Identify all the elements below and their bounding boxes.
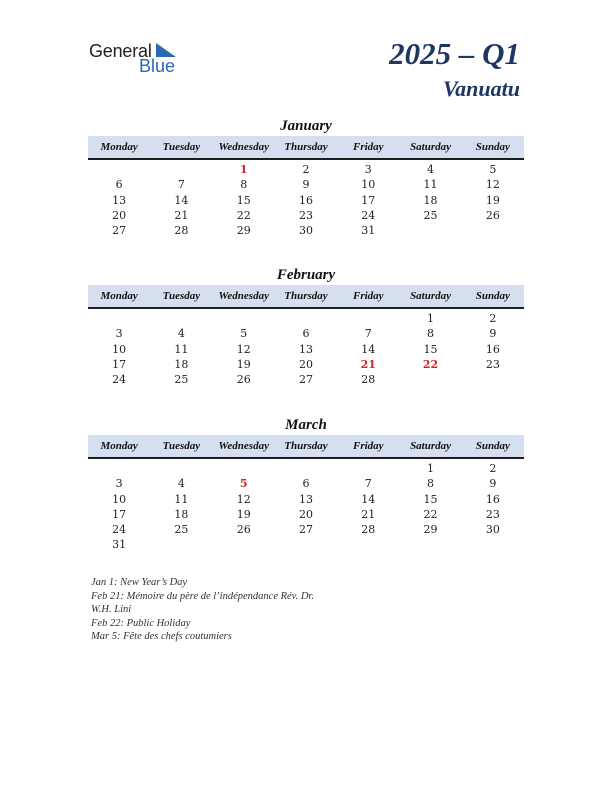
day-cell: 17 — [112, 507, 127, 521]
weekday-header — [88, 136, 524, 160]
day-cell: 14 — [361, 492, 376, 506]
day-cell: 6 — [115, 178, 123, 192]
day-cell: 4 — [427, 163, 435, 176]
day-cell: 1 — [427, 462, 435, 475]
weekday-label: Thursday — [284, 440, 328, 452]
weekday-label: Monday — [100, 440, 138, 452]
day-cell: 30 — [485, 523, 500, 537]
holiday-note: Feb 21: Mémoire du père de l’indépendance Rév. Dr. — [91, 590, 314, 602]
day-cell: 15 — [236, 193, 251, 207]
day-cell — [213, 461, 275, 476]
day-cell: 5 — [240, 327, 248, 341]
day-cell: 24 — [112, 523, 127, 537]
day-cell: 7 — [177, 178, 185, 192]
day-cell: 22 — [236, 208, 251, 222]
week-row — [88, 177, 524, 192]
month-march — [88, 415, 524, 553]
week-row — [88, 492, 524, 507]
holiday-day-cell: 22 — [422, 357, 439, 371]
day-cell: 18 — [423, 193, 438, 207]
day-cell: 4 — [177, 477, 185, 491]
day-cell: 21 — [174, 208, 189, 222]
day-cell: 16 — [298, 193, 313, 207]
weekday-label: Friday — [352, 440, 384, 452]
weekday-label: Sunday — [475, 141, 510, 153]
day-cell: 13 — [298, 342, 313, 356]
week-row — [88, 223, 524, 238]
day-cell: 12 — [236, 342, 251, 356]
week-row — [88, 507, 524, 522]
week-row — [88, 476, 524, 491]
day-cell: 27 — [298, 373, 313, 387]
week-row — [88, 537, 524, 552]
holiday-day-cell: 1 — [239, 163, 248, 176]
week-row — [88, 461, 524, 476]
day-cell: 3 — [364, 163, 372, 176]
day-cell: 16 — [485, 342, 500, 356]
day-cell: 29 — [423, 523, 438, 537]
week-row — [88, 357, 524, 372]
holiday-note: Jan 1: New Year’s Day — [91, 577, 188, 588]
day-cell: 6 — [302, 327, 310, 341]
day-cell: 9 — [489, 477, 497, 491]
day-cell: 18 — [174, 507, 189, 521]
day-cell: 9 — [302, 178, 310, 192]
day-cell: 20 — [298, 357, 313, 371]
day-cell: 12 — [236, 492, 251, 506]
day-cell — [88, 162, 150, 177]
day-cell: 12 — [485, 178, 500, 192]
weekday-label: Wednesday — [218, 290, 269, 302]
logo-text-general: General — [89, 41, 152, 61]
day-cell: 28 — [361, 373, 376, 387]
day-cell: 8 — [427, 477, 435, 491]
day-cell — [337, 537, 399, 552]
day-cell: 31 — [112, 538, 127, 552]
day-cell: 20 — [298, 507, 313, 521]
day-cell: 28 — [174, 224, 189, 238]
day-cell: 25 — [174, 523, 189, 537]
day-cell: 7 — [364, 477, 372, 491]
day-cell — [462, 223, 524, 238]
day-cell: 23 — [485, 507, 500, 521]
day-cell — [150, 537, 212, 552]
weekday-header — [88, 285, 524, 309]
day-cell: 15 — [423, 342, 438, 356]
day-cell: 27 — [112, 224, 127, 238]
day-cell: 23 — [298, 208, 313, 222]
day-cell: 10 — [112, 342, 127, 356]
weekday-label: Thursday — [284, 141, 328, 153]
week-row — [88, 372, 524, 387]
holiday-day-cell: 21 — [360, 357, 376, 371]
day-cell: 2 — [489, 462, 497, 475]
day-cell: 4 — [177, 327, 185, 341]
weekday-label: Saturday — [410, 141, 452, 153]
day-cell: 13 — [298, 492, 313, 506]
day-cell: 26 — [236, 523, 251, 537]
weekday-label: Wednesday — [218, 141, 269, 153]
month-title: March — [285, 417, 327, 433]
week-row — [88, 342, 524, 357]
day-cell: 25 — [174, 373, 189, 387]
weekday-label: Saturday — [410, 440, 452, 452]
day-cell: 19 — [236, 507, 251, 521]
day-cell — [462, 372, 524, 387]
day-cell: 24 — [361, 208, 376, 222]
day-cell: 7 — [364, 327, 372, 341]
day-cell: 10 — [112, 492, 127, 506]
weekday-label: Sunday — [475, 290, 510, 302]
day-cell: 18 — [174, 357, 189, 371]
day-cell — [88, 461, 150, 476]
day-cell: 26 — [485, 208, 500, 222]
day-cell: 21 — [361, 507, 376, 521]
week-row — [88, 208, 524, 223]
day-cell — [88, 311, 150, 326]
day-cell: 10 — [361, 178, 376, 192]
day-cell — [399, 223, 461, 238]
day-cell: 3 — [115, 327, 123, 341]
page-title: 2025 – Q1 — [389, 36, 520, 71]
week-row — [88, 522, 524, 537]
weekday-label: Monday — [100, 141, 138, 153]
week-row — [88, 326, 524, 341]
day-cell: 9 — [489, 327, 497, 341]
holiday-note: Mar 5: Fête des chefs coutumiers — [91, 631, 232, 643]
holiday-notes — [91, 576, 331, 644]
holiday-day-cell: 5 — [239, 477, 248, 491]
week-row — [88, 193, 524, 208]
day-cell: 13 — [112, 193, 127, 207]
weekday-label: Saturday — [410, 290, 452, 302]
day-cell — [150, 461, 212, 476]
holiday-note: Feb 22: Public Holiday — [91, 617, 191, 629]
weekday-label: Wednesday — [218, 440, 269, 452]
day-cell: 24 — [112, 373, 127, 387]
weekday-label: Friday — [352, 141, 384, 153]
logo-text-blue: Blue — [139, 56, 176, 76]
month-title: February — [276, 267, 336, 283]
day-cell — [399, 372, 461, 387]
day-cell — [150, 162, 212, 177]
weekday-label: Friday — [352, 290, 384, 302]
day-cell: 11 — [174, 492, 189, 506]
day-cell: 20 — [112, 208, 127, 222]
day-cell — [275, 311, 337, 326]
weekday-label: Tuesday — [162, 440, 201, 452]
country-name: Vanuatu — [442, 76, 520, 101]
day-cell: 14 — [361, 342, 376, 356]
day-cell: 8 — [240, 178, 248, 192]
day-cell — [275, 537, 337, 552]
day-cell — [150, 311, 212, 326]
day-cell: 17 — [361, 193, 376, 207]
day-cell: 19 — [485, 193, 500, 207]
day-cell: 23 — [485, 357, 500, 371]
month-title: January — [280, 118, 332, 134]
day-cell: 31 — [361, 224, 376, 238]
weekday-label: Tuesday — [162, 290, 201, 302]
day-cell: 25 — [423, 208, 438, 222]
day-cell: 26 — [236, 373, 251, 387]
day-cell: 27 — [298, 523, 313, 537]
day-cell — [399, 537, 461, 552]
day-cell: 30 — [298, 224, 313, 238]
holiday-note: W.H. Lini — [91, 604, 132, 616]
day-cell: 15 — [423, 492, 438, 506]
day-cell: 29 — [236, 224, 251, 238]
day-cell: 6 — [302, 477, 310, 491]
logo — [89, 41, 189, 75]
month-february — [88, 265, 524, 387]
day-cell: 16 — [485, 492, 500, 506]
weekday-label: Sunday — [475, 440, 510, 452]
week-row — [88, 311, 524, 326]
day-cell: 22 — [423, 507, 438, 521]
weekday-header — [88, 435, 524, 459]
day-cell: 11 — [423, 178, 438, 192]
day-cell — [462, 537, 524, 552]
day-cell: 2 — [302, 163, 310, 176]
day-cell: 19 — [236, 357, 251, 371]
day-cell — [337, 461, 399, 476]
day-cell: 1 — [427, 312, 435, 325]
month-january — [88, 116, 524, 238]
day-cell — [213, 311, 275, 326]
weekday-label: Monday — [100, 290, 138, 302]
day-cell — [275, 461, 337, 476]
day-cell: 17 — [112, 357, 127, 371]
day-cell: 2 — [489, 312, 497, 325]
day-cell: 8 — [427, 327, 435, 341]
day-cell: 3 — [115, 477, 123, 491]
day-cell: 14 — [174, 193, 189, 207]
day-cell — [213, 537, 275, 552]
day-cell: 5 — [489, 163, 497, 176]
day-cell: 28 — [361, 523, 376, 537]
weekday-label: Tuesday — [162, 141, 201, 153]
day-cell — [337, 311, 399, 326]
week-row — [88, 162, 524, 177]
day-cell: 11 — [174, 342, 189, 356]
weekday-label: Thursday — [284, 290, 328, 302]
